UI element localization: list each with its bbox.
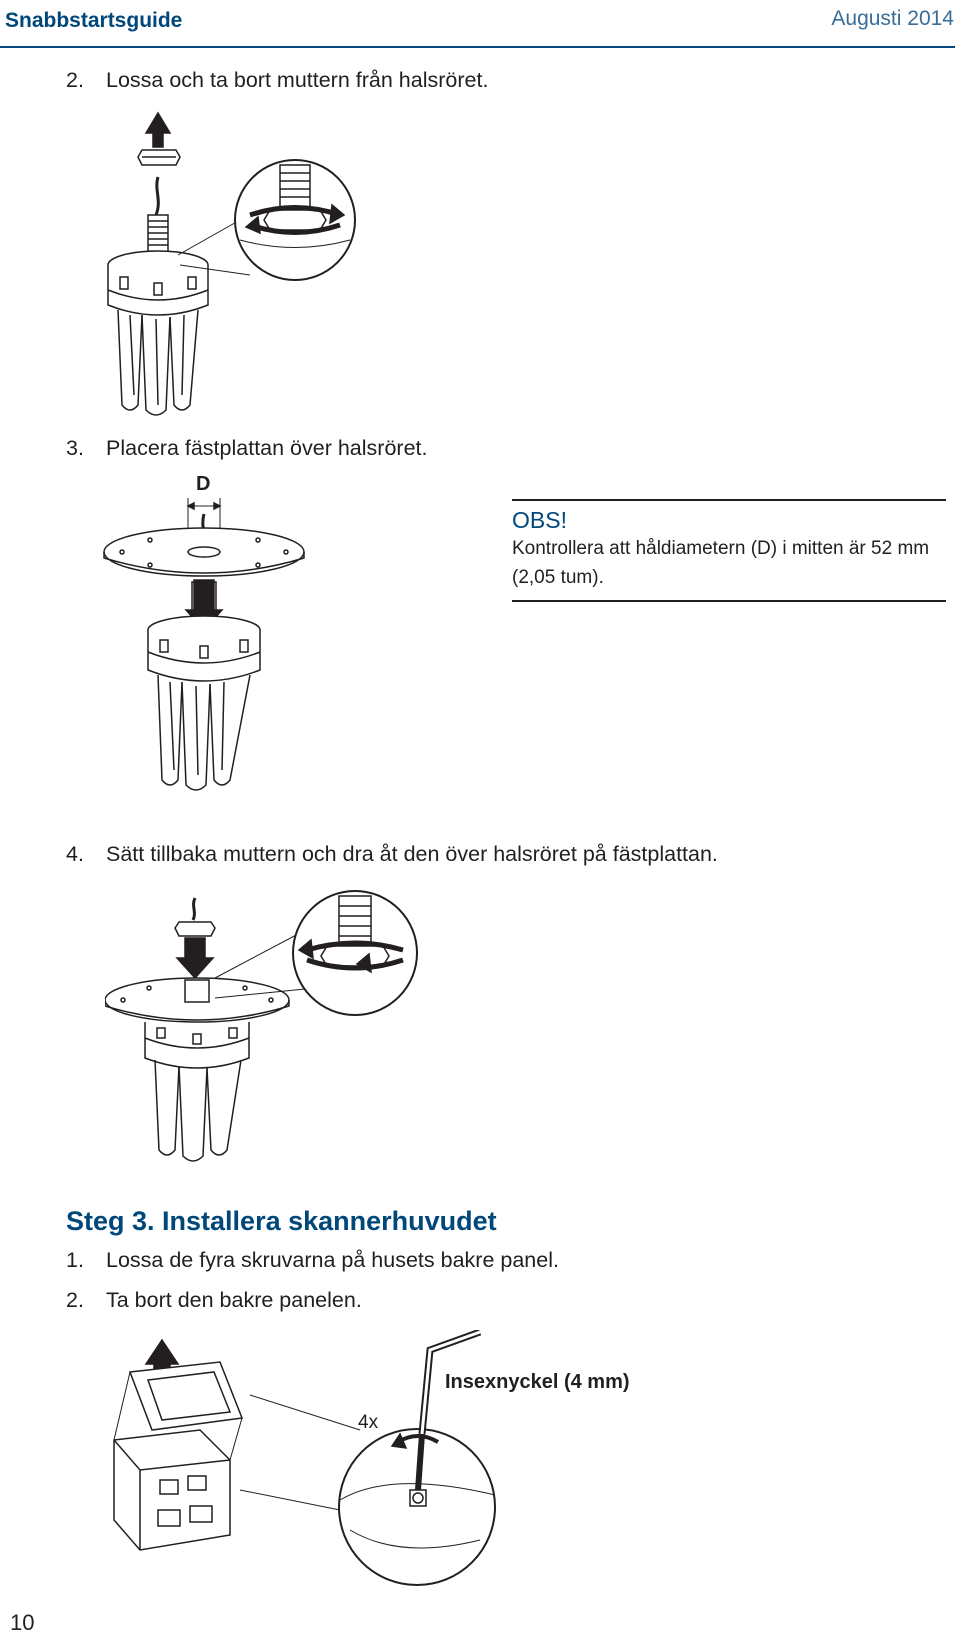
note-top-rule xyxy=(512,499,946,501)
step-number: 2. xyxy=(66,1288,84,1312)
step-number: 3. xyxy=(66,436,84,460)
header-divider xyxy=(0,46,955,48)
allen-key-label: Insexnyckel (4 mm) xyxy=(445,1371,630,1393)
figure-remove-nut xyxy=(100,105,380,435)
step-4-retighten-nut xyxy=(66,842,718,867)
diameter-label: D xyxy=(196,473,211,495)
note-title: OBS! xyxy=(512,507,567,533)
step-text: Ta bort den bakre panelen. xyxy=(106,1288,362,1312)
step-number: 1. xyxy=(66,1248,84,1272)
step-number: 2. xyxy=(66,68,84,92)
figure-retighten-nut xyxy=(105,888,445,1178)
step-3-place-plate xyxy=(66,436,427,461)
note-body: Kontrollera att håldiametern (D) i mitten är 52 mm (2,05 tum). xyxy=(512,538,930,588)
note-bottom-rule xyxy=(512,600,946,602)
page-number: 10 xyxy=(10,1610,35,1635)
figure-place-plate xyxy=(100,470,340,830)
step-2-remove-panel xyxy=(66,1288,362,1313)
step-text: Sätt tillbaka muttern och dra åt den över halsröret på fästplattan. xyxy=(106,842,718,866)
step-text: Lossa och ta bort muttern från halsröret. xyxy=(106,68,489,92)
step-2-remove-nut xyxy=(66,68,488,93)
step-text: Placera fästplattan över halsröret. xyxy=(106,436,428,460)
section-title: Steg 3. Installera skannerhuvudet xyxy=(66,1206,497,1236)
figure-remove-back-panel xyxy=(100,1330,680,1590)
step-text: Lossa de fyra skruvarna på husets bakre panel. xyxy=(106,1248,559,1272)
document-title: Snabbstartsguide xyxy=(5,9,183,32)
screw-count-label: 4x xyxy=(358,1412,379,1433)
note-box xyxy=(512,499,946,602)
step-1-loosen-screws xyxy=(66,1248,559,1273)
document-date: Augusti 2014 xyxy=(831,7,954,30)
step-number: 4. xyxy=(66,842,84,866)
